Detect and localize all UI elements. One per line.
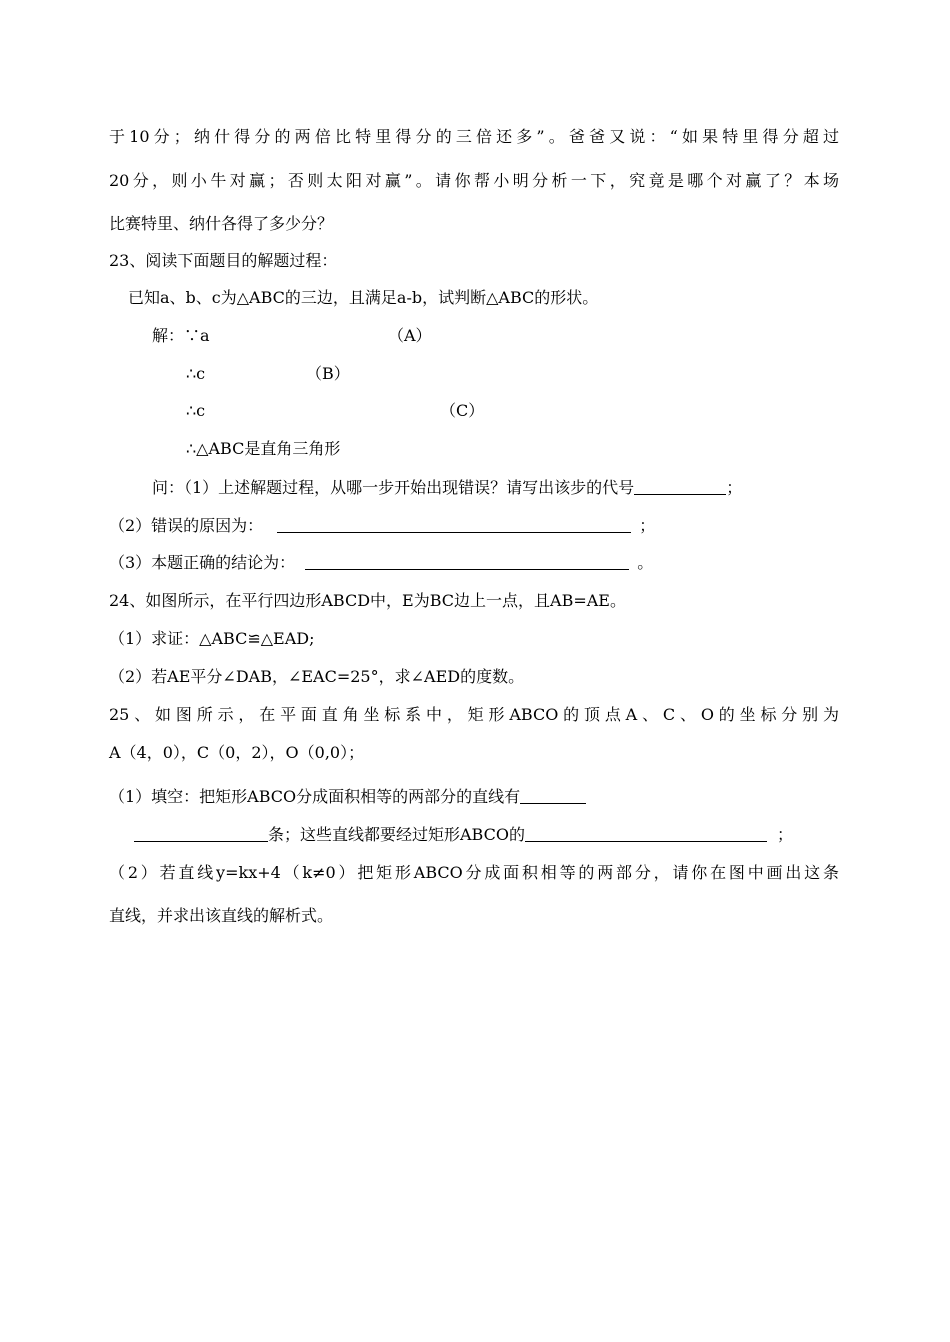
q23-ask-2-end: ； [639,516,656,535]
q24-part-2: （2）若AE平分∠DAB，∠EAC=25°，求∠AED的度数。 [109,667,525,686]
q25-part-1-blank-a[interactable] [520,787,586,804]
q23-step-c-tag: （C） [440,401,485,420]
q25-part-1-cont [134,824,793,846]
q25-title: 25、如图所示，在平面直角坐标系中，矩形ABCO的顶点A、C、O的坐标分别为 [109,705,839,724]
q23-step-b: ∴c [186,364,206,383]
q25-part-1-cont-end: ； [776,825,793,844]
q25-part-1-text: （1）填空：把矩形ABCO分成面积相等的两部分的直线有 [109,787,521,806]
q23-given: 已知a、b、c为△ABC的三边，且满足a-b，试判断△ABC的形状。 [128,288,599,307]
q24-title: 24、如图所示，在平行四边形ABCD中，E为BC边上一点，且AB=AE。 [109,591,626,610]
q23-step-b-tag: （B） [306,364,350,383]
q23-ask-3 [109,552,653,574]
q25-part-2-line-1: （2）若直线y=kx+4（k≠0）把矩形ABCO分成面积相等的两部分，请你在图中画出这条 [109,863,839,882]
q23-ask-1-blank[interactable] [634,478,726,495]
q25-part-2-line-2: 直线，并求出该直线的解析式。 [109,906,334,925]
q23-ask-3-end: 。 [637,553,654,572]
q23-ask-2-text: （2）错误的原因为： [109,516,264,535]
q25-part-1-blank-c[interactable] [525,825,767,842]
q23-ask-3-blank[interactable] [305,553,629,570]
q23-ask-2 [109,515,655,537]
q23-ask-1-end: ； [726,478,743,497]
q23-ask-1-text: 问：（1）上述解题过程，从哪一步开始出现错误？请写出该步的代号 [152,478,635,497]
q23-step-a: 解：∵a [152,326,210,345]
q25-coords: A（4，0），C（0，2），O（0,0）； [109,743,365,762]
q23-conclusion: ∴△ABC是直角三角形 [186,439,341,458]
q23-ask-2-blank[interactable] [277,516,631,533]
q25-part-1-blank-b[interactable] [134,825,268,842]
q23-step-c: ∴c [186,401,206,420]
q22-line-2: 20分，则小牛对赢；否则太阳对赢”。请你帮小明分析一下，究竟是哪个对赢了？本场 [109,171,839,190]
q25-part-1 [109,786,586,808]
q23-title: 23、阅读下面题目的解题过程： [109,251,338,270]
q25-part-1-cont-mid: 条；这些直线都要经过矩形ABCO的 [268,825,525,844]
q23-ask-3-text: （3）本题正确的结论为： [109,553,296,572]
q22-line-3: 比赛特里、纳什各得了多少分？ [109,214,334,233]
q24-part-1: （1）求证：△ABC≌△EAD; [109,629,315,648]
q23-ask-1 [152,477,742,499]
q22-line-1: 于10分；纳什得分的两倍比特里得分的三倍还多”。爸爸又说：“如果特里得分超过 [109,127,839,146]
q23-step-a-tag: （A） [388,326,432,345]
